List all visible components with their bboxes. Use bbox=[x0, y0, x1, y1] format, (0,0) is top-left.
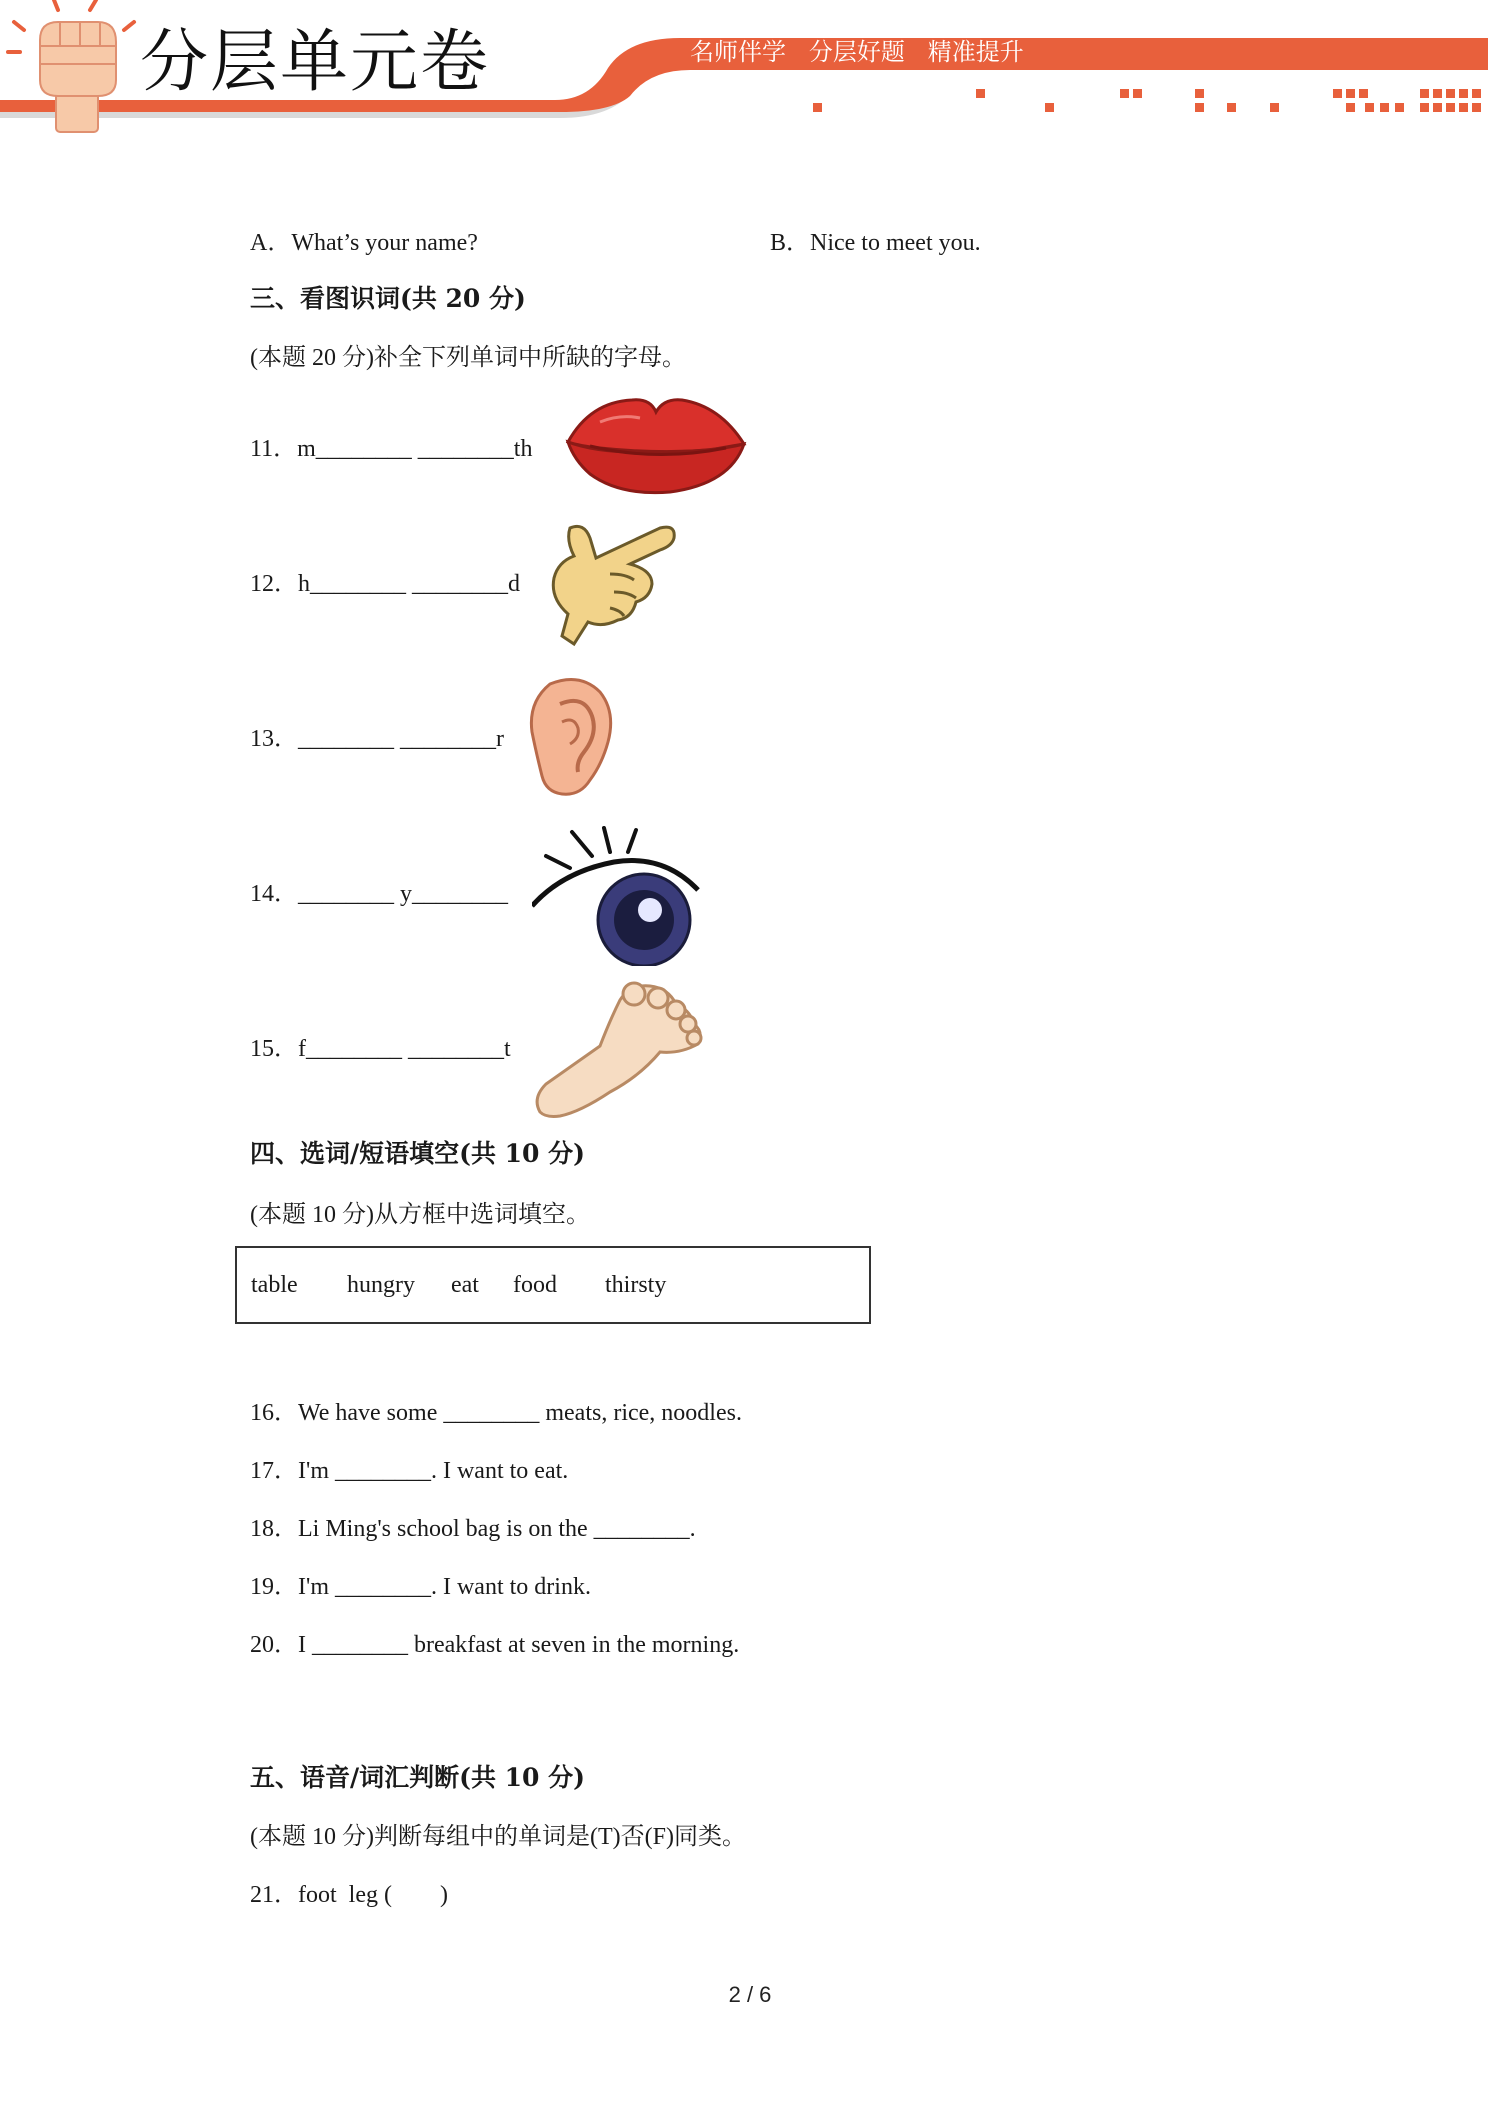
foot-icon bbox=[530, 980, 710, 1120]
word-option: thirsty bbox=[605, 1272, 667, 1298]
mouth-lips-icon bbox=[560, 392, 750, 502]
question-15: 15．f________ ________t bbox=[250, 1036, 511, 1062]
question-21: 21．foot leg ( ) bbox=[250, 1882, 448, 1908]
question-16: 16．We have some ________ meats, rice, noodles. bbox=[250, 1400, 742, 1426]
word-option: food bbox=[513, 1272, 557, 1298]
question-20: 20．I ________ breakfast at seven in the morning. bbox=[250, 1632, 740, 1658]
word-option: hungry bbox=[347, 1272, 415, 1298]
question-14: 14．________ y________ bbox=[250, 881, 508, 907]
question-13: 13．________ ________r bbox=[250, 726, 504, 752]
question-19: 19．I'm ________. I want to drink. bbox=[250, 1574, 591, 1600]
word-option: table bbox=[251, 1272, 298, 1298]
hand-icon bbox=[540, 518, 680, 648]
word-option: eat bbox=[451, 1272, 479, 1298]
question-17: 17．I'm ________. I want to eat. bbox=[250, 1458, 569, 1484]
page-header bbox=[0, 0, 1488, 140]
header-slogan: 名师伴学 分层好题 精准提升 bbox=[690, 38, 1024, 66]
section4-title: 四、选词/短语填空(共 10 分) bbox=[250, 1139, 585, 1168]
brand-title: 分层单元卷 bbox=[140, 23, 491, 102]
section5-title: 五、语音/词汇判断(共 10 分) bbox=[250, 1763, 585, 1792]
question-12: 12．h________ ________d bbox=[250, 571, 520, 597]
ear-icon bbox=[520, 672, 620, 802]
word-box bbox=[235, 1246, 871, 1324]
page-number: 2 / 6 bbox=[728, 1982, 772, 2007]
question-11: 11．m________ ________th bbox=[250, 436, 533, 462]
section5-instruction: (本题 10 分)判断每组中的单词是(T)否(F)同类。 bbox=[250, 1824, 746, 1850]
section3-title: 三、看图识词(共 20 分) bbox=[250, 284, 526, 313]
option-a: A．What’s your name? bbox=[250, 230, 478, 256]
section4-instruction: (本题 10 分)从方框中选词填空。 bbox=[250, 1202, 590, 1228]
option-b: B．Nice to meet you. bbox=[770, 230, 981, 256]
section3-instruction: (本题 20 分)补全下列单词中所缺的字母。 bbox=[250, 345, 686, 371]
question-18: 18．Li Ming's school bag is on the ________. bbox=[250, 1516, 696, 1542]
eye-icon bbox=[532, 826, 702, 966]
